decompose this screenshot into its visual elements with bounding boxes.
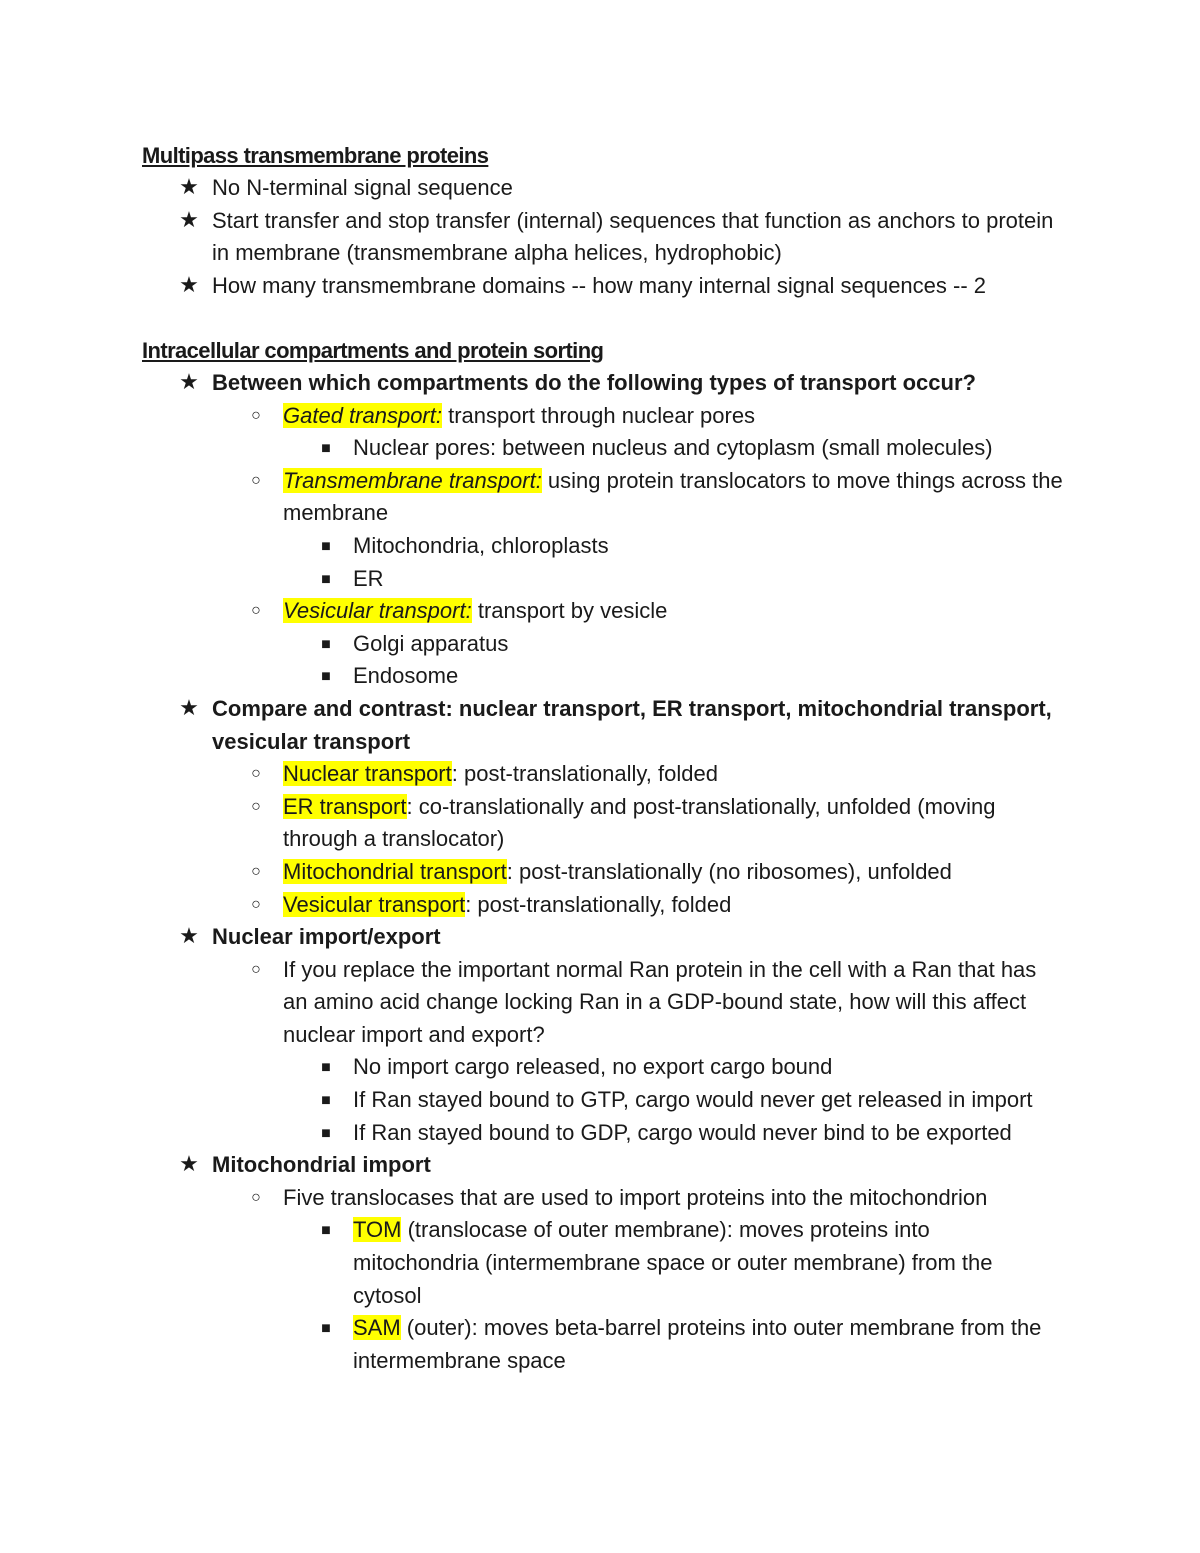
star-bullet-icon: ★: [179, 1152, 199, 1178]
star-bullet-icon: ★: [179, 695, 199, 721]
circle-bullet-icon: ○: [251, 862, 261, 880]
compartments-list: [0, 367, 1200, 1377]
list-item: ■ Golgi apparatus: [282, 628, 1053, 661]
star-bullet-icon: ★: [179, 207, 199, 233]
list-item: ■ No import cargo released, no export cargo bound: [282, 1051, 1053, 1084]
list-item: ○ If you replace the important normal Ran protein in the cell with a Ran that has an amino acid change locking Ran in a GDP-bound state, how will this affect nuclear import and export? ■ No import cargo released, no export cargo bound ■ If Ran stayed bound to GTP, cargo would never get released in import ■ If Ran stayed bound to GDP, cargo would never bind to be exported: [212, 954, 1063, 1150]
list-item: ■ If Ran stayed bound to GTP, cargo would never get released in import: [282, 1084, 1053, 1117]
list-item: ■ If Ran stayed bound to GDP, cargo would never bind to be exported: [282, 1117, 1053, 1150]
star-bullet-icon: ★: [179, 272, 199, 298]
circle-bullet-icon: ○: [251, 1188, 261, 1206]
list-item: ○ Vesicular transport: post-translationally, folded: [212, 889, 1063, 922]
list-item: ○ Vesicular transport: transport by vesicle ■ Golgi apparatus ■ Endosome: [212, 595, 1063, 693]
circle-bullet-icon: ○: [251, 406, 261, 424]
star-bullet-icon: ★: [179, 175, 199, 200]
circle-bullet-icon: ○: [251, 960, 261, 978]
square-bullet-icon: ■: [321, 440, 331, 458]
square-bullet-icon: ■: [321, 635, 331, 653]
square-bullet-icon: ■: [321, 570, 331, 588]
section-heading-compartments: Intracellular compartments and protein sorting: [142, 338, 604, 363]
list-item: ■ Nuclear pores: between nucleus and cytoplasm (small molecules): [282, 432, 1053, 465]
list-item: ○ Mitochondrial transport: post-translationally (no ribosomes), unfolded: [212, 856, 1063, 889]
question-transport-types: ★ Between which compartments do the following types of transport occur? ○ Gated transport: transport through nuclear pores ■ Nuclear pores: between nucleus and cytoplasm (small molecules) ○ Transmembrane transport: using protein translocators to move things across the membrane ■ Mitochondria, chloroplasts ■ ER ○ Vesicular transport: transport by vesicle ■ Golgi apparatus ■ Endosome: [0, 367, 1062, 693]
star-bullet-icon: ★: [179, 924, 199, 950]
highlighted-term: Transmembrane transport:: [283, 467, 542, 493]
circle-bullet-icon: ○: [251, 602, 261, 620]
circle-bullet-icon: ○: [251, 797, 261, 815]
question-nuclear-import-export: ★ Nuclear import/export ○ If you replace the important normal Ran protein in the cell with a Ran that has an amino acid change locking Ran in a GDP-bound state, how will this affect nuclear import and export? ■ No import cargo released, no export cargo bound ■ If Ran stayed bound to GTP, cargo would never get released in import ■ If Ran stayed bound to GDP, cargo would never bind to be exported: [0, 921, 1062, 1149]
list-item: ■ ER: [282, 563, 1053, 596]
list-item: ○ Five translocases that are used to import proteins into the mitochondrion ■ TOM (translocase of outer membrane): moves proteins into mitochondria (intermembrane space or outer membrane) from the cytosol ■ SAM (outer): moves beta-barrel proteins into outer membrane from the intermembrane space: [212, 1182, 1063, 1378]
circle-bullet-icon: ○: [251, 471, 261, 489]
square-bullet-icon: ■: [321, 1092, 331, 1110]
highlighted-term: TOM: [353, 1217, 402, 1243]
highlighted-term: SAM: [353, 1315, 401, 1341]
list-item: ■ SAM (outer): moves beta-barrel proteins into outer membrane from the intermembrane space: [282, 1312, 1053, 1377]
list-item: ○ Gated transport: transport through nuclear pores ■ Nuclear pores: between nucleus and cytoplasm (small molecules): [212, 400, 1063, 465]
square-bullet-icon: ■: [321, 537, 331, 555]
section-heading-multipass: Multipass transmembrane proteins: [142, 143, 489, 168]
square-bullet-icon: ■: [321, 668, 331, 686]
square-bullet-icon: ■: [321, 1124, 331, 1142]
list-item: ■ TOM (translocase of outer membrane): moves proteins into mitochondria (intermembrane space or outer membrane) from the cytosol: [282, 1214, 1053, 1312]
list-item: ○ Transmembrane transport: using protein translocators to move things across the membrane ■ Mitochondria, chloroplasts ■ ER: [212, 465, 1063, 595]
list-item: ○ ER transport: co-translationally and post-translationally, unfolded (moving through a translocator): [212, 791, 1063, 856]
highlighted-term: Mitochondrial transport: [283, 858, 507, 884]
list-item: ■ Endosome: [282, 660, 1053, 693]
question-mitochondrial-import: ★ Mitochondrial import ○ Five translocases that are used to import proteins into the mitochondrion ■ TOM (translocase of outer membrane): moves proteins into mitochondria (intermembrane space or outer membrane) from the cytosol ■ SAM (outer): moves beta-barrel proteins into outer membrane from the intermembrane space: [0, 1149, 1062, 1377]
star-bullet-icon: ★: [179, 370, 199, 395]
list-item: ○ Nuclear transport: post-translationally, folded: [212, 758, 1063, 791]
question-compare-contrast: ★ Compare and contrast: nuclear transport, ER transport, mitochondrial transport, vesicular transport ○ Nuclear transport: post-translationally, folded ○ ER transport: co-translationally and post-translationally, unfolded (moving through a translocator) ○ Mitochondrial transport: post-translationally (no ribosomes), unfolded ○ Vesicular transport: post-translationally, folded: [0, 693, 1062, 921]
list-item: ★ No N-terminal signal sequence: [0, 172, 1062, 205]
square-bullet-icon: ■: [321, 1059, 331, 1077]
list-item: ■ Mitochondria, chloroplasts: [282, 530, 1053, 563]
highlighted-term: ER transport: [283, 793, 407, 819]
list-item: ★ How many transmembrane domains -- how many internal signal sequences -- 2: [0, 270, 1062, 303]
highlighted-term: Gated transport:: [283, 402, 442, 428]
highlighted-term: Vesicular transport:: [283, 598, 472, 624]
circle-bullet-icon: ○: [251, 765, 261, 783]
list-item: ★ Start transfer and stop transfer (internal) sequences that function as anchors to protein in membrane (transmembrane alpha helices, hydrophobic): [0, 205, 1062, 270]
circle-bullet-icon: ○: [251, 895, 261, 913]
highlighted-term: Nuclear transport: [283, 761, 452, 787]
square-bullet-icon: ■: [321, 1320, 331, 1338]
square-bullet-icon: ■: [321, 1222, 331, 1240]
highlighted-term: Vesicular transport: [283, 891, 466, 917]
multipass-list: [0, 172, 1200, 302]
